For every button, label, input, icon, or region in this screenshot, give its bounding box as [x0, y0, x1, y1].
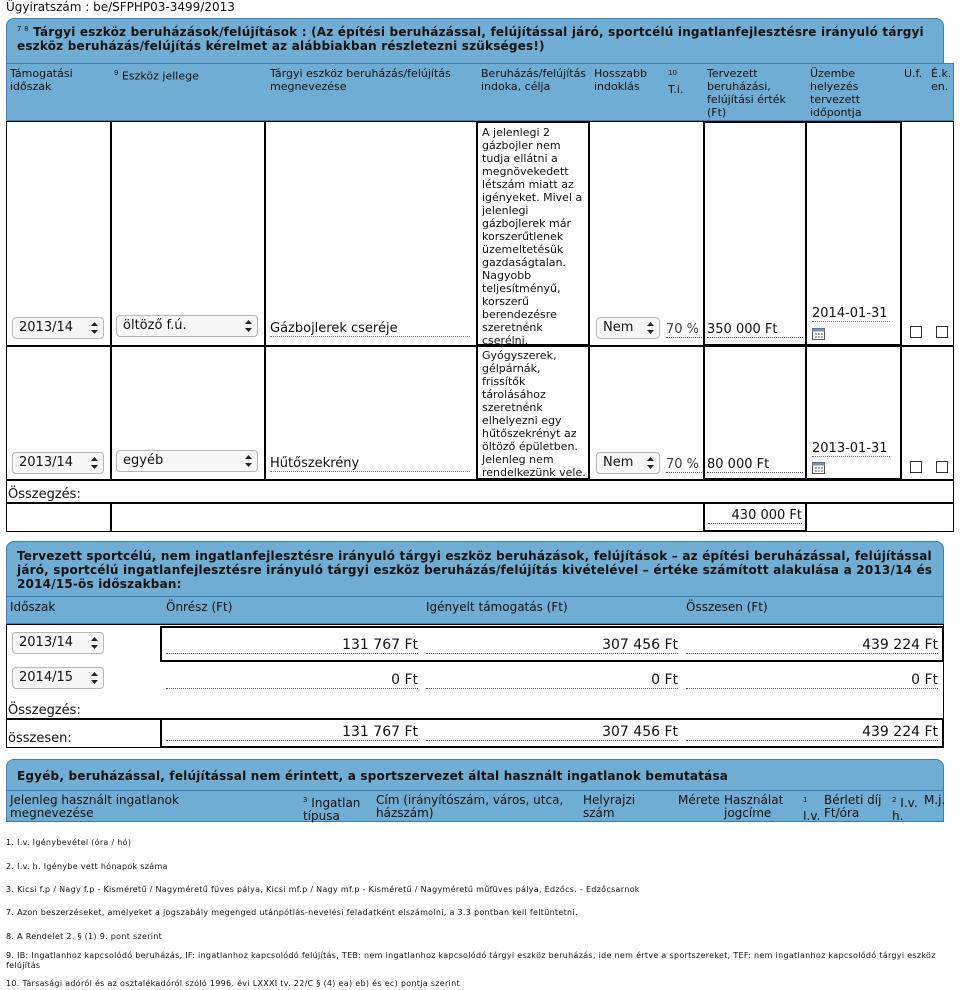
- col3-type-footnote-ref: 3: [303, 796, 308, 804]
- s2-row1-total: 439 224 Ft: [686, 637, 938, 654]
- row2-ti-input[interactable]: 70 %: [666, 457, 702, 473]
- section3-title: Egyéb, beruházással, felújítással nem érintett, a sportszervezet által használt ingatlanok bemutatása: [17, 769, 729, 783]
- select-arrows-icon: [244, 454, 253, 468]
- grid-line: [110, 502, 112, 532]
- document-id: Ügyiratszám : be/SFPHP03-3499/2013: [6, 0, 235, 14]
- section2-title: Tervezett sportcélú, nem ingatlanfejlesztésre irányuló tárgyi eszköz beruházások, felújítások – az építési beruházással, felújítással járó, sportcélú ingatlanfejlesztésre irányuló tárgyi eszköz beruházás/felújítás kivételével – értéke számított alakulása a 2013/14 és 2014/15-ös időszakban:: [17, 549, 933, 591]
- row2-type-value: egyéb: [123, 453, 164, 468]
- col2-own: Önrész (Ft): [166, 600, 233, 614]
- col-type: [114, 67, 264, 83]
- section1-summary-label: Összegzés:: [8, 487, 81, 502]
- row1-period-value: 2013/14: [19, 320, 74, 335]
- section1-title: Tárgyi eszköz beruházások/felújítások : (Az építési beruházással, felújítással járó, sportcélú ingatlanfejlesztésre irányuló tárgyi eszköz beruházás/felújítás kérelmet az alábbiakban részletezni szükséges!): [17, 25, 924, 53]
- s2-sum-total: 439 224 Ft: [686, 724, 938, 741]
- row2-long-select[interactable]: [596, 452, 660, 474]
- row2-name-input[interactable]: Hűtőszekrény: [270, 456, 470, 472]
- row1-ti-input[interactable]: 70 %: [666, 322, 702, 338]
- col3-address: Cím (irányítószám, város, utca, házszám): [376, 793, 564, 820]
- section1-footnote-ref: 7 8: [17, 25, 29, 33]
- select-arrows-icon: [244, 319, 253, 333]
- grid-line: [264, 121, 266, 480]
- s2-row2-total: 0 Ft: [686, 672, 938, 689]
- col-period: Támogatási időszak: [10, 67, 73, 93]
- col-type-label: Eszköz jellege: [121, 69, 199, 83]
- s2-row1-requested[interactable]: 307 456 Ft: [426, 637, 678, 654]
- s2-row1-own[interactable]: 131 767 Ft: [166, 637, 418, 654]
- section3-header: [6, 759, 944, 791]
- section1-header: [6, 18, 944, 64]
- grid-line: [110, 121, 112, 480]
- footnote-8: 8. A Rendelet 2. § (1) 9. pont szerint: [6, 932, 163, 941]
- row1-long-select[interactable]: [596, 317, 660, 339]
- col3-type: [303, 794, 369, 823]
- row1-period-select[interactable]: [12, 317, 104, 339]
- row1-long-value: Nem: [603, 320, 634, 335]
- col-uf: U.f.: [904, 67, 923, 80]
- col3-lv: [803, 794, 823, 823]
- col-type-footnote-ref: 9: [114, 69, 119, 77]
- col-value: Tervezett beruházási, felújítási érték (Ft): [707, 67, 786, 119]
- row2-period-select[interactable]: [12, 452, 104, 474]
- s2-row1-period-select[interactable]: [12, 632, 104, 654]
- section2-summary-label: Összegzés:: [8, 703, 81, 718]
- col-ti: [668, 67, 704, 96]
- section2-header: [6, 541, 944, 597]
- s2-row2-requested[interactable]: 0 Ft: [426, 672, 678, 689]
- s2-row1-period-value: 2013/14: [19, 635, 74, 650]
- col-name: Tárgyi eszköz beruházás/felújítás megnevezése: [270, 67, 451, 93]
- col3-rent: Bérleti díj Ft/óra: [824, 793, 882, 820]
- footnote-3: 3. Kicsi f.p / Nagy f.p - Kisméretű / Nagyméretű füves pálya, Kicsi mf.p / Nagy mf.p - Kisméretű / Nagyméretű műfüves pálya, Edzőcs. - Edzőcsarnok: [6, 885, 640, 894]
- s2-sum-own: 131 767 Ft: [166, 724, 418, 741]
- col3-plot: Helyrajzi szám: [583, 793, 636, 820]
- col-long: Hosszabb indoklás: [594, 67, 647, 93]
- col-date: Üzembe helyezés tervezett időpontja: [810, 67, 862, 119]
- row1-reason-textarea[interactable]: A jelenlegi 2 gázbojler nem tudja ellátni a megnövekedett létszám miatt az igényeket. Mivel a jelenlegi gázbojlerek már korszerűtlenek üzemeltetésük gazdaságtalan. Nagyobb teljesítményű, korszerű berendezésre szeretnénk cserélni.: [482, 126, 583, 347]
- row1-type-value: öltöző f.ú.: [123, 318, 187, 333]
- footnote-9: 9. IB: Ingatlanhoz kapcsolódó beruházás, IF: ingatlanhoz kapcsolódó felújítás, TEB: nem ingatlanhoz kapcsolódó tárgyi eszköz beruházás, ide nem értve a sportszereket, TEF: nem ingatlanhoz kapcsolódó tárgyi eszköz felújítás: [6, 951, 936, 970]
- row2-value-input[interactable]: 80 000 Ft: [707, 457, 803, 473]
- section1-summary: [6, 480, 954, 532]
- footnote-1: 1. I.v. Igénybevétel (óra / hó): [6, 838, 132, 847]
- col3-lvh-label: I.v. h.: [892, 796, 918, 823]
- col2-total: Összesen (Ft): [686, 600, 768, 614]
- calendar-icon[interactable]: [812, 327, 825, 340]
- row2-date-input[interactable]: 2013-01-31: [812, 441, 890, 457]
- col3-lv-label: I.v.: [803, 809, 821, 823]
- section1-summary-value: 430 000 Ft: [708, 508, 802, 524]
- select-arrows-icon: [90, 671, 99, 685]
- select-arrows-icon: [90, 636, 99, 650]
- footnote-10: 10. Társasági adóról és az osztalékadóról szóló 1996. évi LXXXI tv. 22/C § (4) ea) eb) és ec) pontja szerint: [6, 979, 460, 988]
- footnote-7: 7. Azon beszerzéseket, amelyeket a jogszabály megenged utánpótlás-nevelési feladatként elszámolni, a 3.3 pontban kell feltüntetni.: [6, 908, 578, 917]
- date-box-2: [805, 345, 902, 480]
- row1-uf-checkbox[interactable]: [910, 326, 922, 338]
- select-arrows-icon: [90, 321, 99, 335]
- col3-current: Jelenleg használt ingatlanok megnevezése: [10, 793, 179, 820]
- row2-long-value: Nem: [603, 455, 634, 470]
- col2-period: Időszak: [10, 600, 56, 614]
- row1-type-select[interactable]: [116, 315, 258, 337]
- col2-requested: Igényelt támogatás (Ft): [426, 600, 568, 614]
- row1-date-input[interactable]: 2014-01-31: [812, 306, 890, 322]
- col3-lvh: [892, 794, 922, 823]
- row2-period-value: 2013/14: [19, 455, 74, 470]
- calendar-icon[interactable]: [812, 461, 825, 474]
- col-reason: Beruházás/felújítás indoka, célja: [481, 67, 587, 93]
- col-ti-label: T.i.: [668, 82, 684, 96]
- s2-row2-period-value: 2014/15: [19, 670, 74, 685]
- row1-ek-checkbox[interactable]: [936, 326, 948, 338]
- row2-ek-checkbox[interactable]: [936, 461, 948, 473]
- col3-size: Mérete: [678, 793, 720, 807]
- row1-value-input[interactable]: 350 000 Ft: [707, 322, 803, 338]
- row2-uf-checkbox[interactable]: [910, 461, 922, 473]
- section2-sum-label: összesen:: [8, 731, 72, 746]
- row2-reason-textarea[interactable]: Gyógyszerek, gélpárnák, frissítők tárolásához szeretnénk elhelyezni egy hűtőszekrényt az öltöző épületben. Jelenleg nem rendelkezünk vele.: [482, 349, 586, 479]
- select-arrows-icon: [90, 456, 99, 470]
- footnote-2: 2. I.v. h. Igénybe vett hónapok száma: [6, 862, 168, 871]
- col-ti-footnote-ref: 10: [668, 69, 677, 77]
- col-ek: É.k. en.: [931, 67, 952, 93]
- select-arrows-icon: [646, 321, 655, 335]
- s2-sum-requested: 307 456 Ft: [426, 724, 678, 741]
- col3-right: Használat jogcíme: [724, 793, 784, 820]
- value-box-1: [703, 121, 807, 346]
- col3-lv-footnote-ref: 1: [803, 796, 808, 804]
- grid-line: [6, 502, 954, 504]
- row2-type-select[interactable]: [116, 450, 258, 472]
- s2-row2-own[interactable]: 0 Ft: [166, 672, 418, 689]
- col3-type-label: Ingatlan típusa: [303, 796, 361, 823]
- select-arrows-icon: [646, 456, 655, 470]
- col3-mj: M.j.: [924, 793, 946, 807]
- row1-name-input[interactable]: Gázbojlerek cseréje: [270, 321, 470, 337]
- col3-lvh-footnote-ref: 2: [892, 796, 897, 804]
- s2-row2-period-select[interactable]: [12, 667, 104, 689]
